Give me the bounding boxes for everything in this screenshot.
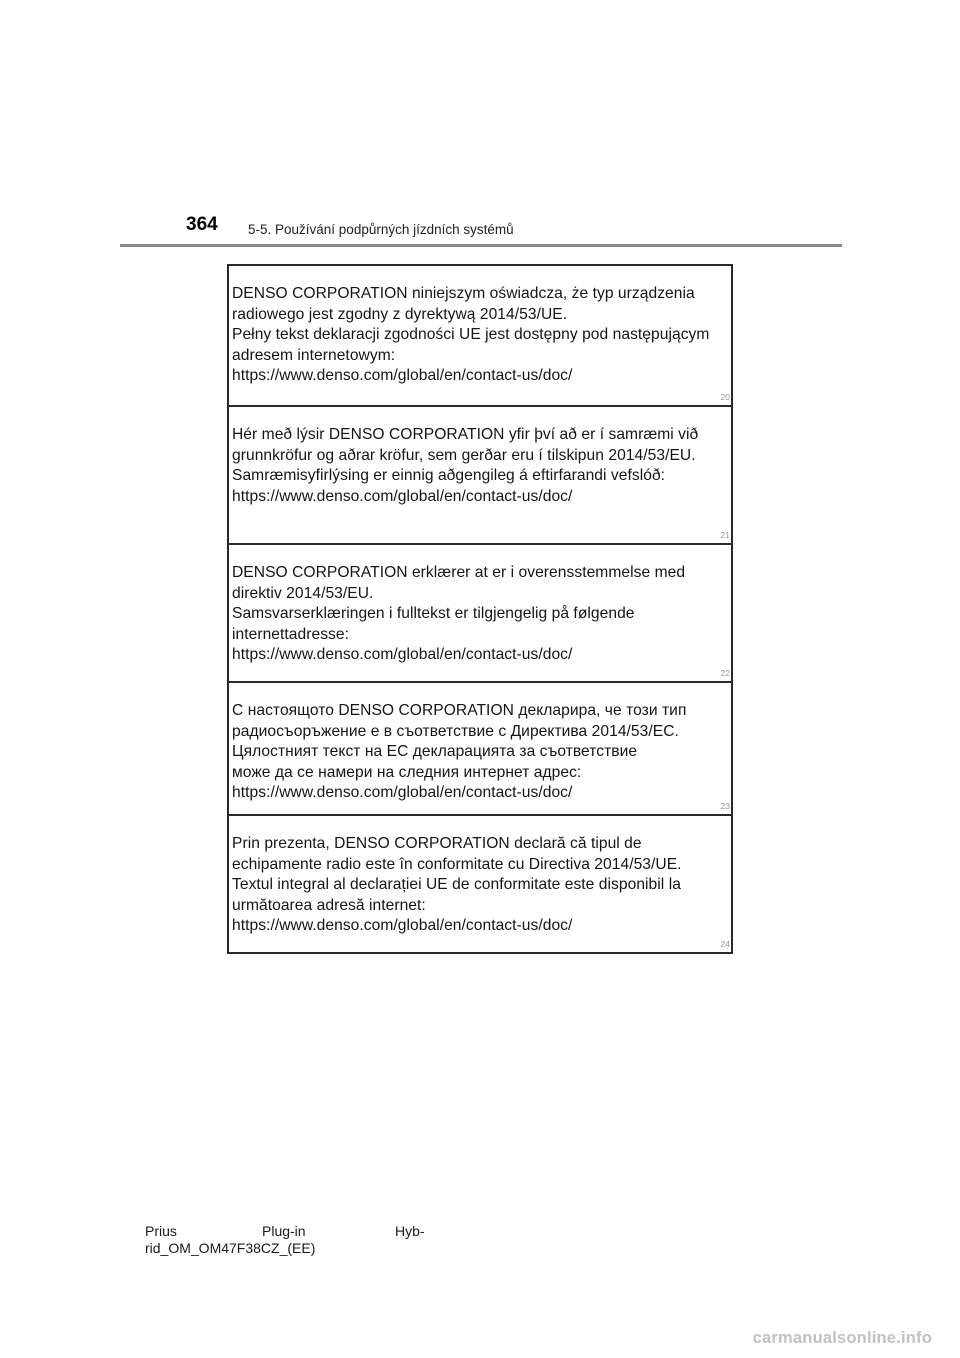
declaration-line: може да се намери на следния интернет адрес: (232, 763, 582, 781)
declaration-line: Pełny tekst deklaracji zgodności UE jest dostępny pod następującym (232, 326, 710, 344)
header-divider (120, 244, 842, 247)
page-header (0, 0, 960, 250)
declaration-box-icelandic (229, 407, 731, 545)
declaration-number: 23 (720, 801, 730, 811)
declaration-line: Цялостният текст на ЕС декларацията за съответствие (232, 743, 638, 761)
declaration-line: Prin prezenta, DENSO CORPORATION declară că tipul de (232, 835, 642, 852)
declaration-text (232, 284, 725, 387)
declaration-line: direktiv 2014/53/EU. (232, 584, 374, 602)
declaration-line: радиосъоръжение е в съответствие с Директива 2014/53/ЕС. (232, 722, 679, 740)
declaration-box-romanian (229, 816, 731, 952)
page-footer (145, 1223, 445, 1257)
declaration-url: https://www.denso.com/global/en/contact-us/doc/ (232, 646, 573, 664)
declaration-url: https://www.denso.com/global/en/contact-us/doc/ (232, 784, 573, 802)
declaration-line: Hér með lýsir DENSO CORPORATION yfir því að er í samræmi við (232, 426, 699, 443)
declaration-url: https://www.denso.com/global/en/contact-us/doc/ (232, 487, 573, 505)
declaration-line: DENSO CORPORATION niniejszym oświadcza, że typ urządzenia (232, 285, 695, 302)
declaration-line: Samræmisyfirlýsing er einnig aðgengileg á eftirfarandi vefslóð: (232, 467, 666, 485)
declaration-box-polish (229, 266, 731, 407)
page-number: 364 (186, 214, 218, 235)
footer-model-line (145, 1223, 445, 1240)
declaration-line: echipamente radio este în conformitate cu Directiva 2014/53/UE. (232, 855, 682, 873)
declaration-number: 21 (720, 530, 730, 540)
declaration-line: grunnkröfur og aðrar kröfur, sem gerðar eru í tilskipun 2014/53/EU. (232, 446, 696, 464)
footer-manual-code: rid_OM_OM47F38CZ_(EE) (145, 1240, 316, 1256)
watermark: carmanualsonline.info (752, 1329, 932, 1347)
declaration-box-norwegian (229, 545, 731, 683)
declaration-line: următoarea adresă internet: (232, 896, 426, 914)
declaration-url: https://www.denso.com/global/en/contact-us/doc/ (232, 917, 573, 935)
declaration-line: radiowego jest zgodny z dyrektywą 2014/53/UE. (232, 305, 568, 323)
declaration-text (232, 701, 725, 804)
footer-word-plugin: Plug-in (262, 1223, 306, 1239)
section-title: 5-5. Používání podpůrných jízdních systémů (248, 222, 514, 237)
declaration-number: 24 (720, 939, 730, 949)
footer-word-prius: Prius (145, 1223, 177, 1239)
declaration-line: DENSO CORPORATION erklærer at er i overensstemmelse med (232, 564, 686, 581)
declaration-number: 22 (720, 668, 730, 678)
declaration-text (232, 563, 725, 666)
declaration-url: https://www.denso.com/global/en/contact-us/doc/ (232, 367, 573, 385)
declaration-line: С настоящото DENSO CORPORATION декларира, че този тип (232, 702, 687, 719)
declaration-table (227, 264, 733, 954)
declaration-box-bulgarian (229, 683, 731, 816)
declaration-line: internettadresse: (232, 625, 350, 643)
declaration-line: adresem internetowym: (232, 346, 396, 364)
declaration-number: 20 (720, 392, 730, 402)
declaration-line: Samsvarserklæringen i fulltekst er tilgjengelig på følgende (232, 605, 635, 623)
declaration-text (232, 425, 725, 507)
declaration-text (232, 834, 725, 937)
footer-word-hyb: Hyb- (395, 1223, 425, 1239)
declaration-line: Textul integral al declarației UE de conformitate este disponibil la (232, 876, 681, 894)
